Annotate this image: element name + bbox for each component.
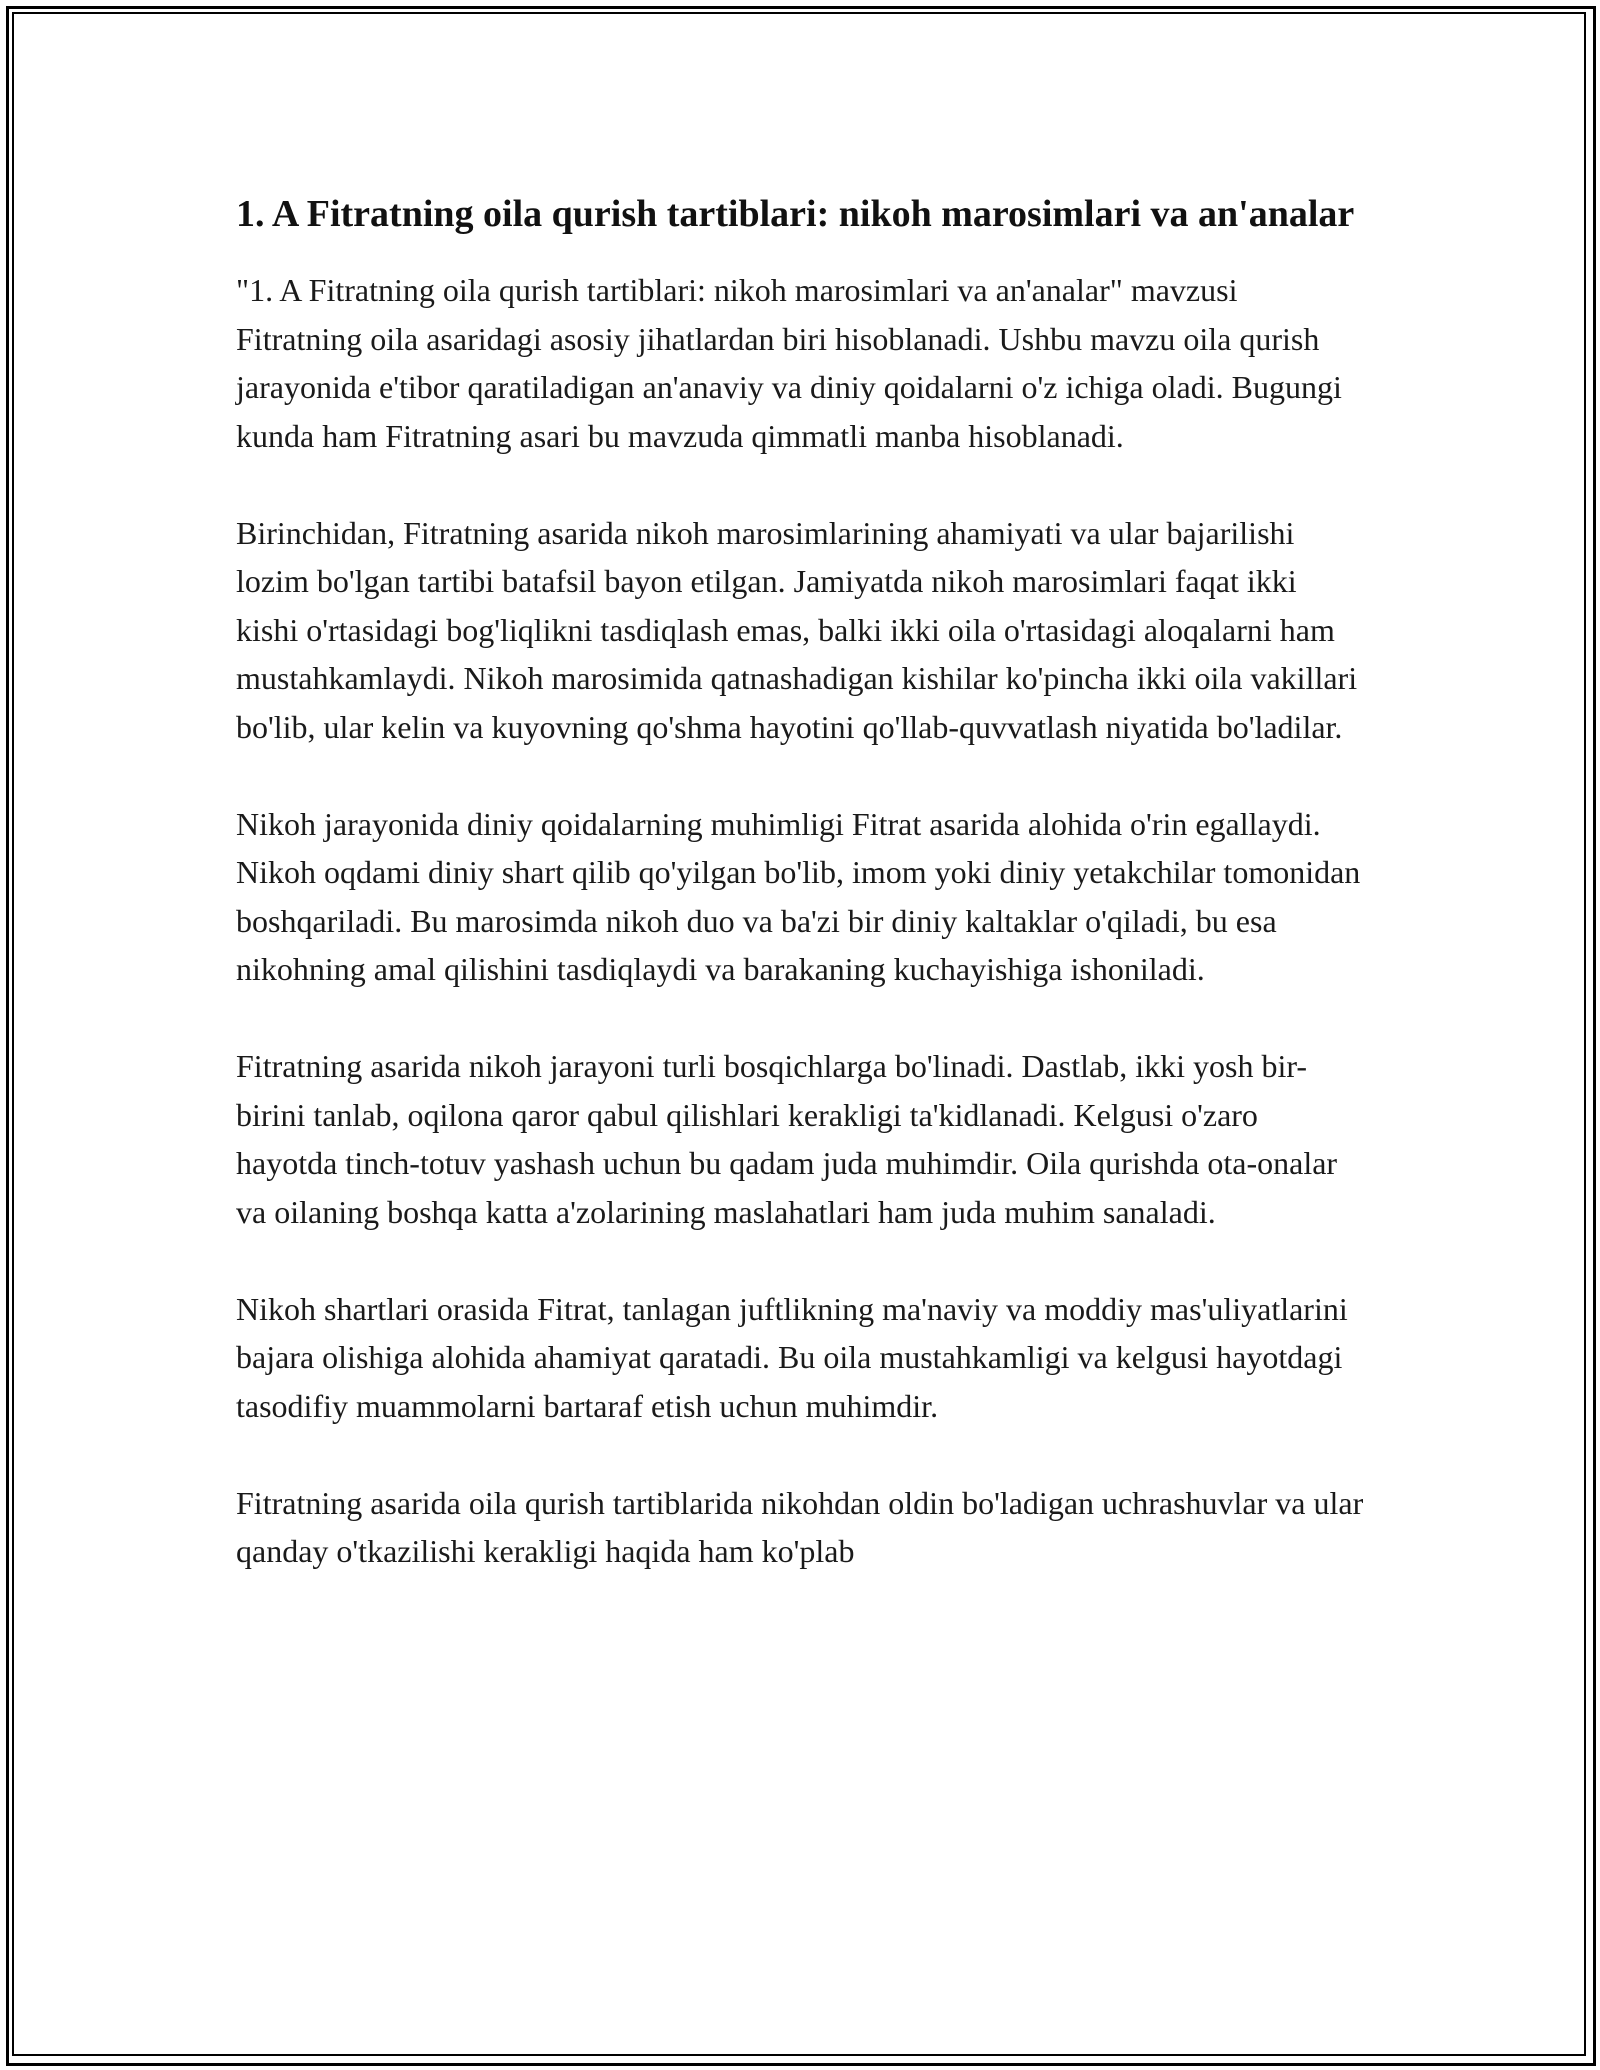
- paragraph-4: Fitratning asarida nikoh jarayoni turli bosqichlarga bo'linadi. Dastlab, ikki yosh bir-birini tanlab, oqilona qaror qabul qilishlari kerakligi ta'kidlanadi. Kelgusi o'zaro hayotda tinch-totuv yashash uchun bu qadam juda muhimdir. Oila qurishda ota-onalar va oilaning boshqa katta a'zolarining maslahatlari ham juda muhim sanaladi.: [236, 1048, 1338, 1230]
- document-title: 1. A Fitratning oila qurish tartiblari: nikoh marosimlari va an'analar: [236, 193, 1355, 235]
- paragraph-6: Fitratning asarida oila qurish tartiblarida nikohdan oldin bo'ladigan uchrashuvlar va ular qanday o'tkazilishi kerakligi haqida ham ko'plab: [236, 1484, 1364, 1569]
- document-body: [236, 186, 1366, 1624]
- paragraph-2: Birinchidan, Fitratning asarida nikoh marosimlarining ahamiyati va ular bajarilishi lozim bo'lgan tartibi batafsil bayon etilgan. Jamiyatda nikoh marosimlari faqat ikki kishi o'rtasidagi bog'liqlikni tasdiqlash emas, balki ikki oila o'rtasidagi aloqalarni ham mustahkamlaydi. Nikoh marosimida qatnashadigan kishilar ko'pincha ikki oila vakillari bo'lib, ular kelin va kuyovning qo'shma hayotini qo'llab-quvvatlash niyatida bo'ladilar.: [236, 514, 1358, 745]
- paragraph-1: "1. A Fitratning oila qurish tartiblari: nikoh marosimlari va an'analar" mavzusi Fitratning oila asaridagi asosiy jihatlardan biri hisoblanadi. Ushbu mavzu oila qurish jarayonida e'tibor qaratiladigan an'anaviy va diniy qoidalarni o'z ichiga oladi. Bugungi kunda ham Fitratning asari bu mavzuda qimmatli manba hisoblanadi.: [236, 272, 1342, 454]
- paragraph-3: Nikoh jarayonida diniy qoidalarning muhimligi Fitrat asarida alohida o'rin egallaydi. Nikoh oqdami diniy shart qilib qo'yilgan bo'lib, imom yoki diniy yetakchilar tomonidan boshqariladi. Bu marosimda nikoh duo va ba'zi bir diniy kaltaklar o'qiladi, bu esa nikohning amal qilishini tasdiqlaydi va barakaning kuchayishiga ishoniladi.: [236, 805, 1361, 987]
- paragraph-5: Nikoh shartlari orasida Fitrat, tanlagan juftlikning ma'naviy va moddiy mas'uliyatlarini bajara olishiga alohida ahamiyat qaratadi. Bu oila mustahkamligi va kelgusi hayotdagi tasodifiy muammolarni bartaraf etish uchun muhimdir.: [236, 1290, 1348, 1424]
